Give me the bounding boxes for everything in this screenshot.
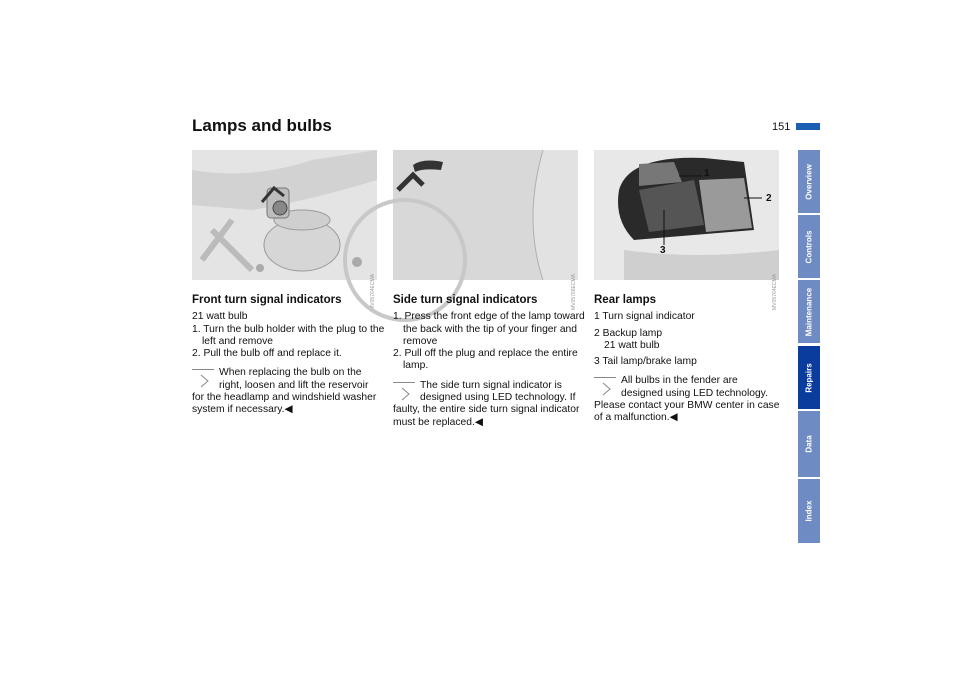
step-item: 1. Press the front edge of the lamp toward the back with the tip of your finger and remove	[393, 311, 585, 347]
engine-bay-illustration	[192, 150, 377, 280]
tab-label: Data	[804, 435, 814, 453]
tab-label: Index	[804, 500, 814, 522]
note-block	[594, 375, 789, 424]
page-number: 151	[772, 121, 791, 133]
tab-maintenance[interactable]	[798, 280, 820, 343]
figure-code: MV05764ECMA	[370, 274, 376, 310]
note-line: The side turn signal indicator is	[420, 379, 562, 391]
note-line: right, loosen and lift the reservoir	[219, 379, 369, 391]
callout-3: 3	[660, 245, 666, 256]
step-item: 1. Turn the bulb holder with the plug to the left and remove	[192, 323, 385, 347]
step-item: 2. Pull off the plug and replace the entire lamp.	[393, 348, 578, 372]
note-text: for the headlamp and windshield washer system if necessary.◀	[192, 392, 377, 416]
section-heading: Front turn signal indicators	[192, 294, 342, 306]
section-heading: Side turn signal indicators	[393, 294, 538, 306]
callout-1: 1	[704, 168, 710, 179]
tab-data[interactable]	[798, 411, 820, 477]
tab-index[interactable]	[798, 479, 820, 543]
tab-controls[interactable]	[798, 215, 820, 278]
side-turn-signal-section	[393, 294, 588, 429]
legend-item: 1 Turn signal indicator	[594, 311, 695, 323]
tab-repairs[interactable]	[798, 346, 820, 409]
note-icon	[393, 382, 415, 403]
rear-lamps-section	[594, 294, 789, 425]
figure-code: MV05764ECMA	[772, 274, 778, 310]
note-text: faulty, the entire side turn signal indicator must be replaced.◀	[393, 404, 580, 428]
figure-code: MV05766ECMA	[571, 274, 577, 310]
tab-label: Maintenance	[804, 287, 814, 336]
tab-label: Repairs	[804, 362, 814, 393]
note-block	[192, 367, 387, 416]
tab-label: Controls	[804, 230, 814, 263]
note-line: When replacing the bulb on the	[219, 367, 362, 379]
note-line: designed using LED technology.	[621, 387, 768, 399]
tab-label: Overview	[804, 163, 814, 200]
note-line: All bulbs in the fender are	[621, 375, 738, 387]
tab-overview[interactable]	[798, 150, 820, 213]
note-icon	[192, 369, 214, 390]
note-block	[393, 380, 588, 429]
side-panel-illustration	[393, 150, 578, 280]
text-line: 21 watt bulb	[192, 311, 248, 323]
callout-2: 2	[766, 193, 772, 204]
note-text: Please contact your BMW center in case of a malfunction.◀	[594, 400, 780, 424]
front-turn-signal-section	[192, 294, 387, 417]
page-number-bar	[796, 123, 820, 130]
note-line: designed using LED technology. If	[420, 392, 576, 404]
rear-lamp-illustration	[594, 150, 779, 280]
legend-subitem: 21 watt bulb	[604, 339, 660, 351]
legend-item: 2 Backup lamp	[594, 327, 663, 339]
page-title: Lamps and bulbs	[192, 116, 332, 135]
note-icon	[594, 377, 616, 398]
section-heading: Rear lamps	[594, 294, 657, 306]
legend-item: 3 Tail lamp/brake lamp	[594, 356, 697, 368]
step-item: 2. Pull the bulb off and replace it.	[192, 348, 342, 360]
